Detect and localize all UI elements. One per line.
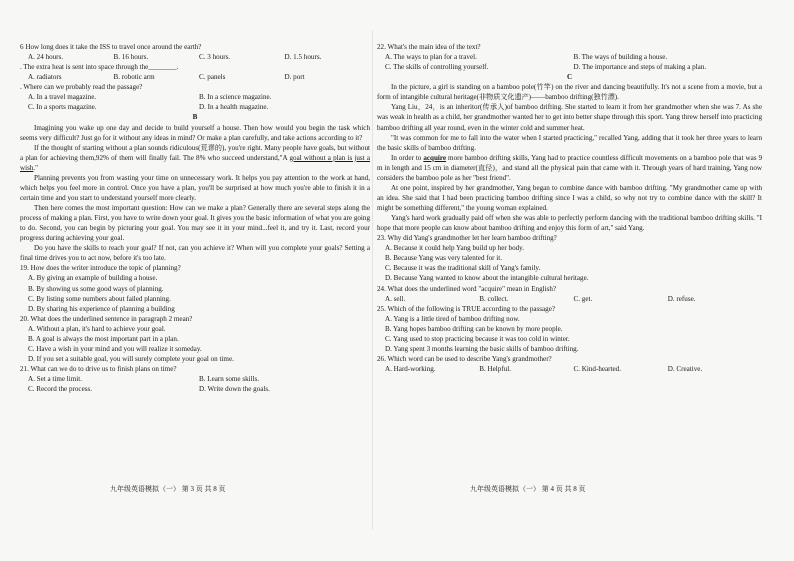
page-footer-3: 九年级英语模拟（一） 第 3 页 共 8 页 (110, 485, 226, 493)
page-fold-divider (372, 30, 373, 530)
option: C. In a sports magazine. (28, 103, 97, 112)
question-26-stem: 26. Which word can be used to describe Yang's grandmother? (377, 354, 552, 363)
para-2-text: If the thought of starting without a plan sounds ridiculous(荒谬的), you're right. Many people have goals, but without a plan for achieving them,92% of them will finally fail. The 8% who succeed understand,"A (20, 143, 370, 162)
option: A. Because it could help Yang build up her body. (385, 244, 525, 253)
para-4-start: In order to (391, 153, 422, 162)
left-column (20, 42, 370, 394)
question-21-options-2 (28, 384, 370, 394)
para-2-end: ." (33, 163, 39, 172)
underlined-word: acquire (423, 153, 447, 162)
option: A. sell. (385, 294, 406, 303)
passage-b-para-1: Imagining you wake up one day and decide to build yourself a house. Then how would you begin the task which seems very difficult? Just go for it without any ideas in mind? Or make a plan carefully, and take actions according to it? (20, 123, 370, 142)
question-24-options (385, 294, 762, 304)
option: C. Yang used to stop practicing because it was too cold in winter. (385, 334, 570, 343)
option: C. Have a wish in your mind and you will realize it someday. (28, 344, 202, 353)
question-heat-stem: . The extra heat is sent into space through the________. (20, 63, 179, 72)
option: D. refuse. (667, 294, 696, 303)
option: B. 16 hours. (113, 53, 149, 62)
option: C. panels (199, 73, 226, 82)
option: A. The ways to plan for a travel. (385, 53, 477, 62)
option: D. Write down the goals. (199, 385, 270, 394)
question-read-options-2 (28, 102, 370, 112)
passage-c-para-1: In the picture, a girl is standing on a bamboo pole(竹竿) on the river and dancing beautifully. It's not a scene from a movie, but a form of intangible cultural heritage(非物质文化遗产)——bamboo drifting(独竹漂). (377, 83, 762, 102)
option: B. Helpful. (479, 365, 511, 373)
option: B. By showing us some good ways of planning. (28, 284, 164, 293)
para-4-rest: more bamboo drifting skills, Yang had to practice countless difficult movements on a bamboo pole that was 9 m in length and 15 cm in diameter(直径)，and stand all the physical pain that came with it. Through years of hard training, Yang now considers the bamboo pole as her "best friend". (377, 153, 762, 182)
right-column (377, 42, 762, 374)
passage-c-para-2: Yang Liu，24，is an inheritor(传承人)of bamboo drifting. She started to learn it from her grandmother when she was 7. As she was weak in health as a child, her grandmother wanted her to get into better shape through this sport. Yang threw herself into practicing bamboo drifting all year round, even in the winter cold and summer heat. (377, 103, 762, 132)
section-b-heading: B (192, 113, 198, 122)
underlined-sentence: goal without a plan is just a wish (20, 153, 370, 172)
option: D. Yang spent 3 months learning the basic skills of bamboo drifting. (385, 344, 579, 353)
option: A. In a travel magazine. (28, 93, 97, 102)
question-26-options (385, 364, 762, 374)
option: B. robotic arm (113, 73, 155, 82)
option: B. Yang hopes bamboo drifting can be known by more people. (385, 324, 563, 333)
option: A. radiators (28, 73, 62, 82)
option: A. 24 hours. (28, 53, 64, 62)
option: D. Because Yang wanted to know about the intangible cultural heritage. (385, 274, 589, 283)
question-21-options (28, 374, 370, 384)
option: B. The ways of building a house. (573, 53, 668, 62)
question-20-stem: 20. What does the underlined sentence in paragraph 2 mean? (20, 314, 193, 323)
question-19-stem: 19. How does the writer introduce the topic of planning? (20, 264, 181, 273)
option: C. Record the process. (28, 385, 93, 394)
passage-b-para-2 (20, 143, 370, 173)
option: C. Because it was the traditional skill of Yang's family. (385, 264, 541, 273)
passage-c-para-6: Yang's hard work gradually paid off when she was able to perfectly perform dancing with the traditional bamboo drifting skills. "I hope that more people can know about bamboo drifting and enjoy this form of art," said Yang. (377, 214, 762, 233)
option: A. By giving an example of building a house. (28, 274, 158, 283)
option: C. 3 hours. (199, 53, 231, 62)
passage-b-para-5: Do you have the skills to reach your goal? If not, can you achieve it? When will you complete your goals? Setting a final time drives you to act now, before it's too late. (20, 244, 370, 263)
passage-b-para-4: Then here comes the most important question: How can we make a plan? Generally there are several steps along the process of making a plan. First, you have to write down your goal. It gives you the basic information of what you are going to do. Second, you can begin by picturing your goal. You may see it in your mind...feel it, and try it. Last, record your progress during achieving your goal. (20, 204, 370, 243)
option: D. If you set a suitable goal, you will surely complete your goal on time. (28, 354, 234, 363)
passage-b-para-3: Planning prevents you from wasting your time on unnecessary work. It helps you pay attention to the work at hand, which helps you feel more in control. Once you have a plan, you'll be surprised at how much you're able to finish it in a certain time and you start to understand yourself more clearly. (20, 173, 370, 202)
passage-c-para-5: At one point, inspired by her grandmother, Yang began to combine dance with bamboo drifting. "My grandmother came up with an idea. She said that I had been practicing bamboo drifting since I was a child, so why not try to combine dance with the skill? It might be something different," the young woman explained. (377, 183, 762, 212)
option: C. get. (573, 294, 593, 303)
question-22-stem: 22. What's the main idea of the text? (377, 43, 481, 51)
section-c-heading: C (566, 73, 573, 82)
passage-c-para-4 (377, 153, 762, 183)
option: B. Learn some skills. (199, 375, 260, 384)
option: B. A goal is always the most important part in a plan. (28, 334, 179, 343)
question-21-stem: 21. What can we do to drive us to finish plans on time? (20, 365, 177, 373)
option: D. In a health magazine. (199, 103, 269, 112)
option: B. collect. (479, 294, 509, 303)
option: A. Set a time limit. (28, 375, 82, 384)
question-heat-options (28, 72, 370, 82)
option: D. port (284, 73, 305, 82)
option: D. Creative. (667, 365, 703, 373)
question-24-stem: 24. What does the underlined word "acquire" mean in English? (377, 284, 557, 293)
question-18-stem: 6 How long does it take the ISS to travel once around the earth? (20, 43, 202, 51)
question-18-options (28, 52, 370, 62)
option: A. Hard-working. (385, 365, 436, 373)
question-22-options (385, 52, 762, 62)
question-23-stem: 23. Why did Yang's grandmother let her learn bamboo drifting? (377, 234, 557, 243)
question-read-stem: . Where can we probably read the passage? (20, 83, 143, 92)
question-read-options (28, 92, 370, 102)
option: B. In a science magazine. (199, 93, 272, 102)
question-22-options-2 (385, 62, 762, 72)
option: B. Because Yang was very talented for it. (385, 254, 503, 263)
question-25-stem: 25. Which of the following is TRUE according to the passage? (377, 304, 556, 313)
option: C. The skills of controlling yourself. (385, 63, 489, 72)
option: C. By listing some numbers about failed planning. (28, 294, 171, 303)
option: D. By sharing his experience of planning a building (28, 304, 175, 313)
option: A. Without a plan, it's hard to achieve your goal. (28, 324, 166, 333)
passage-c-para-3: "It was common for me to fall into the water when I started practicing," recalled Yang, adding that it took her three years to learn the basic skills of bamboo drifting. (377, 133, 762, 152)
option: A. Yang is a little tired of bamboo drifting now. (385, 314, 520, 323)
option: D. The importance and steps of making a plan. (573, 63, 707, 72)
option: C. Kind-hearted. (573, 365, 621, 373)
option: D. 1.5 hours. (284, 53, 322, 62)
page-footer-4: 九年级英语模拟（一） 第 4 页 共 8 页 (470, 485, 586, 493)
